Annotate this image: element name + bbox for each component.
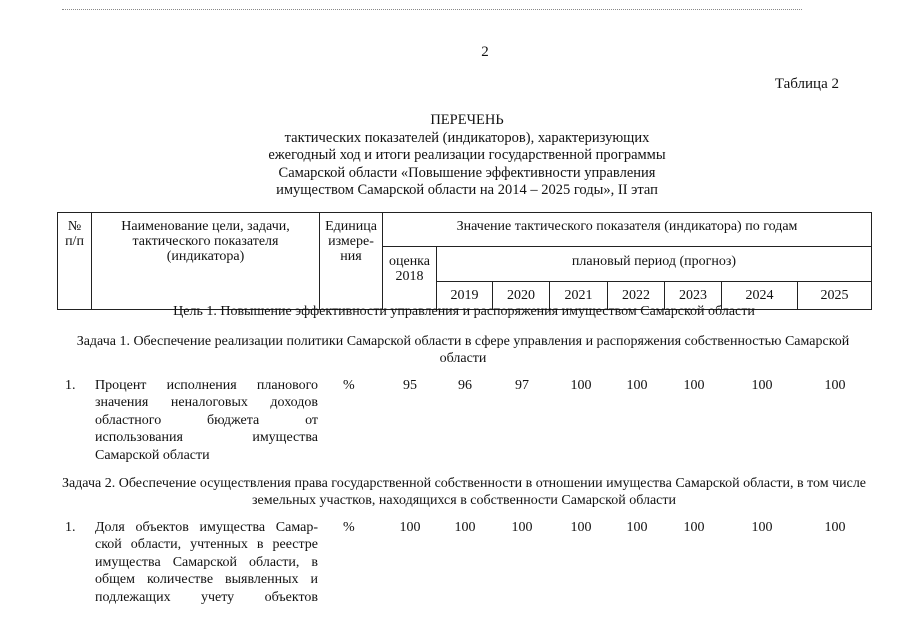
indicator-name — [95, 519, 318, 606]
indicator-name-line: Доля объектов имущества Самар- — [95, 520, 318, 535]
indicator-name-line: значения неналоговых доходов — [95, 395, 318, 411]
goal-heading: Цель 1. Повышение эффективности управления и распоряжения имуществом Самарской области — [173, 304, 755, 319]
value-cell: 100 — [570, 520, 592, 535]
value-cell: 100 — [511, 520, 533, 535]
value-cell: 100 — [683, 378, 705, 393]
document-title — [200, 112, 734, 200]
header-unit: Единица измере- ния — [320, 213, 383, 310]
page-top-edge — [62, 9, 802, 10]
indicator-unit: % — [343, 520, 355, 535]
value-cell: 100 — [399, 520, 421, 535]
title-line: Самарской области «Повышение эффективности управления — [278, 164, 656, 181]
table-label: Таблица 2 — [774, 76, 839, 92]
indicator-name — [95, 377, 318, 464]
header-year: 2022 — [608, 282, 665, 310]
indicator-name-line: ской области, учтенных в реестре — [95, 537, 318, 553]
value-cell: 100 — [824, 520, 846, 535]
header-year: 2020 — [493, 282, 550, 310]
indicator-unit: % — [343, 378, 355, 393]
value-cell: 96 — [458, 378, 472, 393]
header-year: 2019 — [437, 282, 493, 310]
indicator-name-line: Самарской области — [95, 447, 210, 463]
value-cell: 100 — [824, 378, 846, 393]
header-year: 2021 — [550, 282, 608, 310]
header-year: 2025 — [798, 282, 872, 310]
indicator-name-line: имущества Самарской области, в — [95, 554, 318, 570]
header-plan-period: плановый период (прогноз) — [437, 247, 872, 282]
value-cell: 100 — [570, 378, 592, 393]
title-line: ПЕРЕЧЕНЬ — [430, 112, 504, 128]
indicator-name-line: общем количестве выявленных и — [95, 572, 318, 588]
value-cell: 100 — [454, 520, 476, 535]
row-number: 1. — [65, 378, 76, 393]
indicator-name-line: областного бюджета от — [95, 412, 318, 428]
value-cell: 95 — [403, 378, 417, 393]
page-number: 2 — [481, 44, 489, 60]
header-estimate: оценка 2018 — [383, 247, 437, 310]
indicators-table-header — [57, 212, 872, 310]
row-number: 1. — [65, 520, 76, 535]
title-line: тактических показателей (индикаторов), характеризующих — [284, 129, 650, 146]
header-name: Наименование цели, задачи, тактического показателя (индикатора) — [92, 213, 320, 310]
value-cell: 100 — [751, 520, 773, 535]
value-cell: 100 — [751, 378, 773, 393]
header-num: № п/п — [58, 213, 92, 310]
indicator-name-line: Процент исполнения планового — [95, 378, 318, 393]
value-cell: 100 — [626, 520, 648, 535]
task-heading: Задача 1. Обеспечение реализации политики Самарской области в сфере управления и распоряжения собственностью Самарской области — [76, 334, 850, 366]
value-cell: 100 — [626, 378, 648, 393]
indicator-name-line: использования имущества — [95, 430, 318, 446]
value-cell: 97 — [515, 378, 529, 393]
header-year: 2023 — [665, 282, 722, 310]
title-line: ежегодный ход и итоги реализации государственной программы — [268, 147, 666, 164]
title-line: имуществом Самарской области на 2014 – 2025 годы», II этап — [276, 182, 658, 199]
task-heading: Задача 2. Обеспечение осуществления права государственной собственности в отношении имущества Самарской области, в том числе земельных участков, находящихся в собственности Самарской области — [61, 476, 867, 508]
indicator-name-line: подлежащих учету объектов — [95, 589, 318, 605]
value-cell: 100 — [683, 520, 705, 535]
header-year: 2024 — [722, 282, 798, 310]
header-value-group: Значение тактического показателя (индикатора) по годам — [383, 213, 872, 247]
